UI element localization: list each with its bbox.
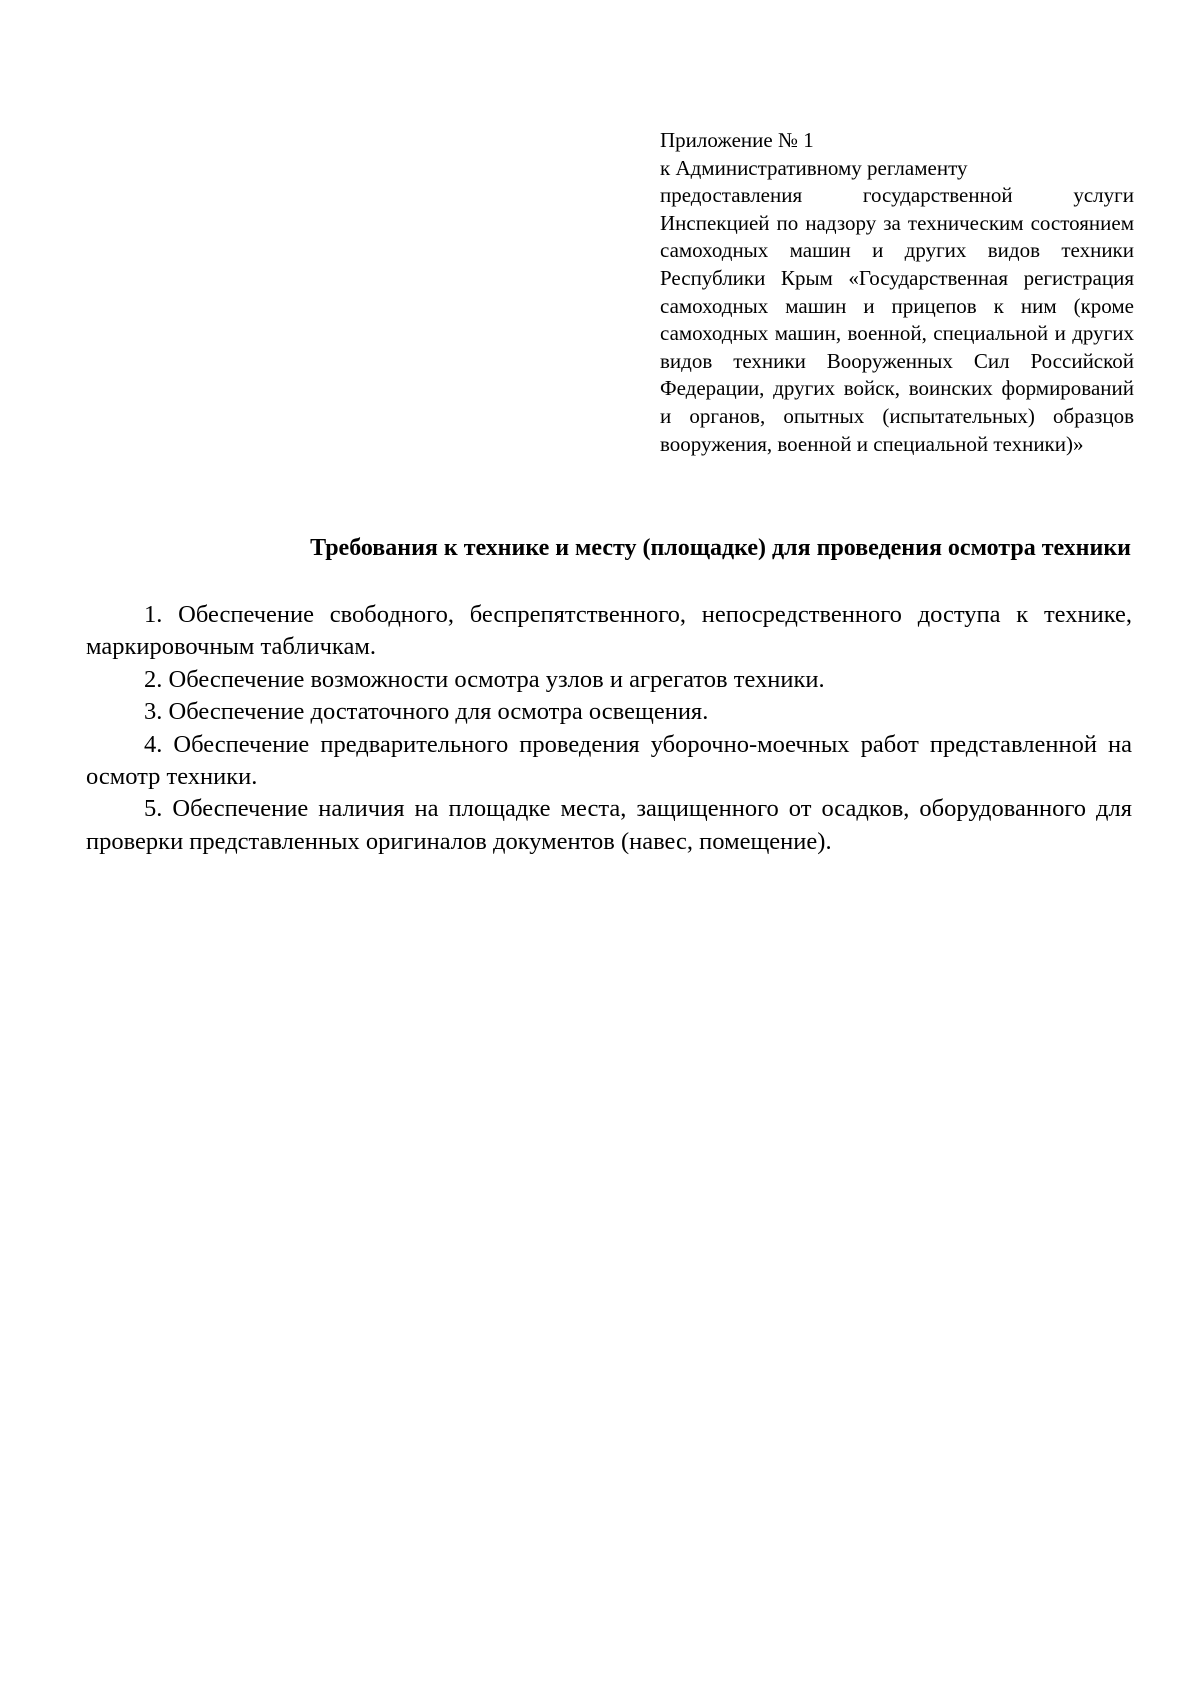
requirement-item-5: 5. Обеспечение наличия на площадке места, защищенного от осадков, оборудованного для проверки представленных оригиналов документов (навес, помещение). bbox=[86, 795, 1132, 855]
appendix-regulation-title: предоставления государственной услуги Инспекцией по надзору за техническим состоянием самоходных машин и других видов техники Республики Крым «Государственная регистрация самоходных машин и прицепов к ним (кроме самоходных машин, военной, специальной и других видов техники Вооруженных Сил Российской Федерации, других войск, воинских формирований и органов, опытных (испытательных) образцов вооружения, военной и специальной техники)» bbox=[660, 183, 1134, 456]
appendix-reference bbox=[660, 127, 1134, 458]
requirement-item-1: 1. Обеспечение свободного, беспрепятственного, непосредственного доступа к технике, маркировочным табличкам. bbox=[86, 601, 1132, 661]
document-title: Требования к технике и месту (площадке) для проведения осмотра техники bbox=[310, 535, 1131, 561]
appendix-regulation-ref: к Административному регламенту bbox=[660, 155, 968, 180]
requirement-item-4: 4. Обеспечение предварительного проведения уборочно-моечных работ представленной на осмотр техники. bbox=[86, 730, 1132, 791]
appendix-number: Приложение № 1 bbox=[660, 128, 814, 152]
requirements-list bbox=[86, 599, 1132, 858]
requirement-item-2: 2. Обеспечение возможности осмотра узлов и агрегатов техники. bbox=[144, 665, 825, 693]
requirement-item-3: 3. Обеспечение достаточного для осмотра освещения. bbox=[144, 698, 709, 726]
